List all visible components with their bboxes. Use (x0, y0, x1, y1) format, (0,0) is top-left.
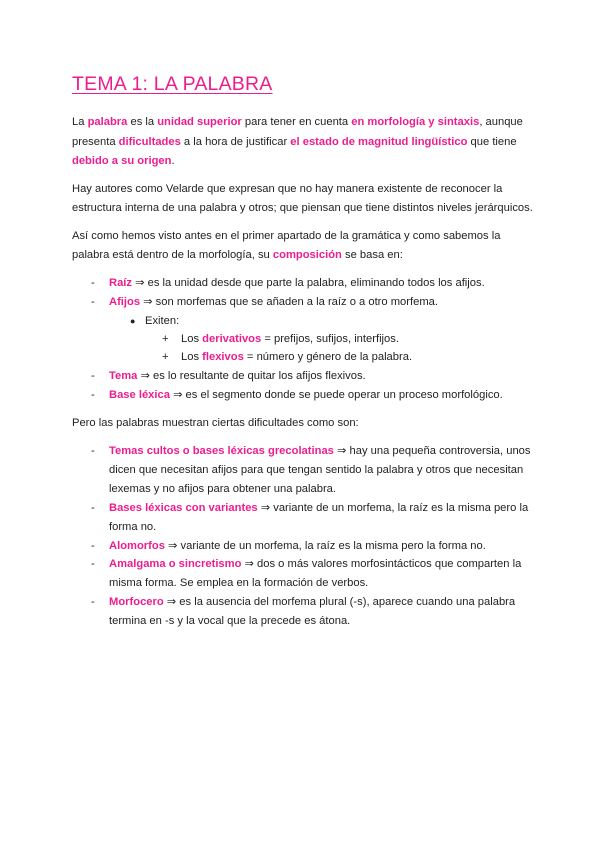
term: derivativos (202, 333, 262, 345)
text: para tener en cuenta (241, 116, 352, 128)
term: flexivos (202, 351, 244, 363)
list-dash: - (91, 296, 95, 308)
list-item-tema (109, 367, 366, 387)
list-item-alomorfos (109, 537, 486, 557)
term: Base léxica (109, 389, 170, 401)
text: . (171, 155, 175, 167)
intro-line-2 (72, 133, 542, 153)
text: es la (127, 116, 158, 128)
term: Afijos (109, 296, 141, 308)
list-item-temas-cultos-line-3: lexemas y no afijos para obtener una palabra. (109, 483, 337, 495)
text: se basa en: (341, 249, 403, 261)
term: Tema (109, 370, 138, 382)
text: ⇒ es el segmento donde se puede operar un proceso morfológico. (169, 389, 503, 401)
text: presenta (72, 136, 119, 148)
text: ⇒ variante de un morfema, la raíz es la misma pero la forma no. (164, 540, 486, 552)
list-dash: - (91, 389, 95, 401)
intro-line-1 (72, 113, 542, 133)
highlight: debido a su origen (72, 155, 172, 167)
text: ⇒ es lo resultante de quitar los afijos flexivos. (137, 370, 366, 382)
text: , aunque (479, 116, 523, 128)
page-title: TEMA 1: LA PALABRA (72, 73, 273, 95)
paragraph-3-line-2 (72, 246, 542, 266)
list-dash: - (91, 370, 95, 382)
highlight: unidad superior (157, 116, 242, 128)
list-dash: - (91, 502, 95, 514)
text: ⇒ es la ausencia del morfema plural (-s), aparece cuando una palabra (163, 596, 516, 608)
text: ⇒ variante de un morfema, la raíz es la misma pero la (257, 502, 529, 514)
list-item-amalgama-line-2: misma forma. Se emplea en la formación de verbos. (109, 577, 369, 589)
list-item-temas-cultos-line-2: dicen que necesitan afijos para que tengan sentido la palabra y otros que necesitan (109, 464, 524, 476)
list-dash: - (91, 596, 95, 608)
highlight: composición (272, 249, 342, 261)
highlight: dificultades (118, 136, 181, 148)
list-item-amalgama (109, 555, 521, 575)
text: a la hora de justificar (180, 136, 291, 148)
list-item-base-lexica (109, 386, 503, 406)
term: Alomorfos (109, 540, 165, 552)
highlight: palabra (87, 116, 128, 128)
plus-icon: + (162, 351, 169, 363)
paragraph-4: Pero las palabras muestran ciertas dificultades como son: (72, 417, 359, 429)
list-item-afijos (109, 293, 438, 313)
intro-line-3 (72, 152, 542, 172)
term: Raíz (109, 277, 133, 289)
bullet-icon: ● (130, 316, 136, 326)
list-item-morfocero-line-2: termina en -s y la vocal que la precede es átona. (109, 615, 351, 627)
text: ⇒ dos o más valores morfosintácticos que comparten la (241, 558, 522, 570)
list-item-morfocero (109, 593, 515, 613)
list-dash: - (91, 445, 95, 457)
list-item-flexivos (181, 348, 412, 368)
text: = número y género de la palabra. (243, 351, 413, 363)
term: Temas cultos o bases léxicas grecolatinas (109, 445, 334, 457)
highlight: en morfología y sintaxis (351, 116, 480, 128)
term: Amalgama o sincretismo (109, 558, 242, 570)
list-dash: - (91, 277, 95, 289)
list-item-bases-variantes-line-2: forma no. (109, 521, 157, 533)
text: ⇒ son morfemas que se añaden a la raíz o a otro morfema. (140, 296, 438, 308)
paragraph-2-line-1: Hay autores como Velarde que expresan que no hay manera existente de reconocer la (72, 183, 503, 195)
list-item-raiz (109, 274, 485, 294)
text: que tiene (467, 136, 517, 148)
term: Morfocero (109, 596, 164, 608)
plus-icon: + (162, 333, 169, 345)
list-item-bases-variantes (109, 499, 528, 519)
list-item-temas-cultos (109, 442, 531, 462)
list-dash: - (91, 540, 95, 552)
list-item-exiten: Exiten: (145, 315, 180, 327)
text: = prefijos, sufijos, interfijos. (261, 333, 399, 345)
term: Bases léxicas con variantes (109, 502, 258, 514)
list-item-derivativos (181, 330, 399, 350)
text: ⇒ es la unidad desde que parte la palabra, eliminando todos los afijos. (132, 277, 485, 289)
text: Los (181, 333, 203, 345)
text: Los (181, 351, 203, 363)
text: ⇒ hay una pequeña controversia, unos (333, 445, 531, 457)
highlight: el estado de magnitud lingüístico (290, 136, 468, 148)
paragraph-2-line-2: estructura interna de una palabra y otros; que piensan que tiene distintos niveles jerárquicos. (72, 202, 533, 214)
text: La (72, 116, 88, 128)
paragraph-3-line-1: Así como hemos visto antes en el primer apartado de la gramática y como sabemos la (72, 230, 501, 242)
text: palabra está dentro de la morfología, su (72, 249, 273, 261)
list-dash: - (91, 558, 95, 570)
